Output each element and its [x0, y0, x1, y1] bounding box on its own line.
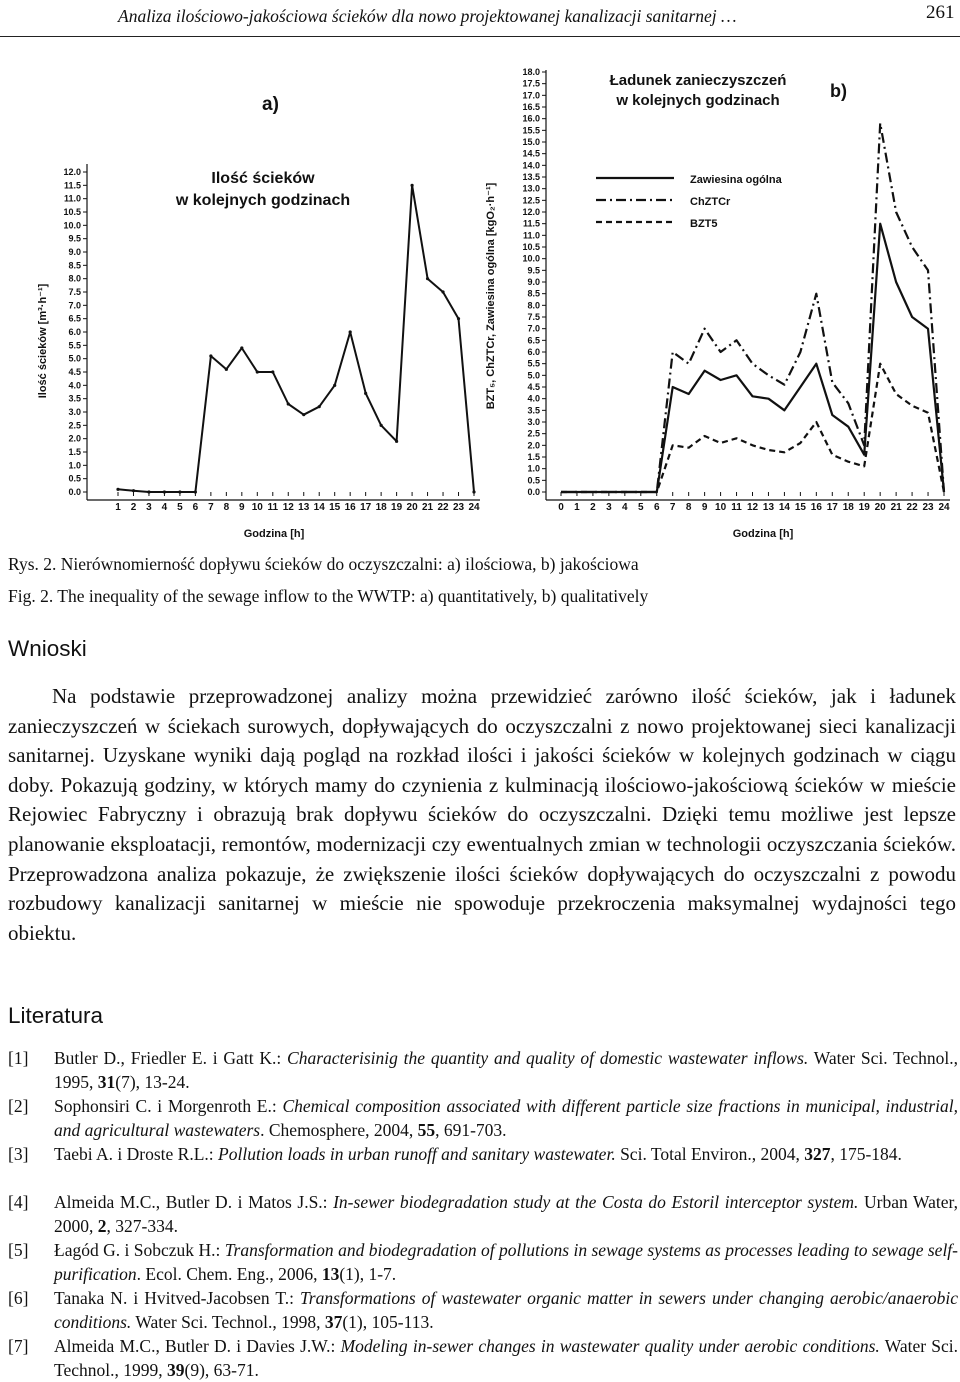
x-tick-label: 8: [223, 502, 230, 513]
y-tick-label: 10.0: [522, 253, 540, 264]
y-tick-label: 11.0: [63, 193, 81, 204]
x-tick-label: 10: [251, 502, 263, 513]
figure-caption-pl: Rys. 2. Nierównomierność dopływu ścieków do oczyszczalni: a) ilościowa, b) jakościowa: [8, 554, 639, 574]
y-tick-label: 9.5: [68, 233, 81, 244]
y-tick-label: 10.5: [63, 207, 81, 217]
y-tick-label: 7.5: [527, 312, 540, 322]
reference-item: [4] Almeida M.C., Butler D. i Matos J.S.: In-sewer biodegradation study at the Costa do Estoril interceptor system. Urban Water, 2000, 2, 327-334.: [8, 1192, 958, 1236]
y-tick-label: 3.0: [527, 417, 540, 427]
x-tick-label: 3: [606, 502, 612, 513]
data-point: [271, 370, 274, 373]
data-point: [472, 490, 475, 493]
x-tick-label: 21: [890, 502, 902, 513]
y-tick-label: 2.0: [527, 440, 540, 451]
running-header: [0, 0, 960, 37]
y-tick-label: 0.5: [68, 473, 81, 484]
y-tick-label: 12.5: [522, 195, 540, 206]
data-point: [178, 490, 181, 493]
x-tick-label: 6: [192, 502, 199, 513]
data-point: [147, 490, 150, 493]
y-tick-label: 4.5: [68, 367, 81, 377]
y-tick-label: 3.0: [68, 407, 81, 417]
x-tick-label: 18: [842, 502, 854, 513]
y-tick-label: 8.5: [527, 288, 540, 299]
reference-item: [5] Łagód G. i Sobczuk H.: Transformation and biodegradation of pollutions in sewage systems as processes leading to sewage self-purification. Ecol. Chem. Eng., 2006, 13(1), 1-7.: [8, 1240, 958, 1284]
y-tick-label: 9.5: [527, 265, 540, 276]
x-tick-label: 8: [685, 502, 692, 513]
x-tick-label: 24: [468, 502, 480, 513]
x-tick-label: 24: [938, 502, 950, 513]
y-tick-label: 6.0: [527, 347, 540, 357]
x-tick-label: 13: [762, 502, 775, 513]
x-tick-label: 17: [826, 502, 838, 513]
y-tick-label: 10.0: [63, 220, 81, 231]
x-tick-label: 3: [146, 502, 152, 513]
data-point: [240, 346, 243, 349]
data-point: [333, 384, 336, 387]
conclusions-paragraph: Na podstawie przeprowadzonej analizy można przewidzieć zarówno ilość ścieków, jak i ładunek zanieczyszczeń w ściekach surowych, dopływających do oczyszczalni z nowo projektowanej sieci kanalizacji sanitarnej. Uzyskane wyniki dają pogląd na rozkład ilości i jakości ścieków w kolejnych godzinach w ciągu doby. Pokazują godziny, w których mamy do czynienia z kulminacją ilościowo-jakościową ścieków w mieście Rejowiec Fabryczny i obrazują brak dopływu ścieków do oczyszczalni. Dzięki temu możliwe jest lepsze planowanie eksploatacji, remontów, modernizacji czy ewentualnych zmian w technologii oczyszczania ścieków. Przeprowadzona analiza pokazuje, że zwiększenie ilości ścieków dopływających do oczyszczalni z powodu rozbudowy kanalizacji sanitarnej w mieście nie spowoduje przekroczenia maksymalnej wydajności tego obiektu.: [8, 684, 956, 945]
literature-heading: Literatura: [8, 1003, 104, 1028]
x-tick-label: 23: [922, 502, 934, 513]
y-tick-label: 4.5: [527, 382, 540, 392]
y-tick-label: 9.0: [68, 247, 81, 257]
chart-b-svg: [478, 56, 956, 540]
y-tick-label: 17.5: [522, 78, 540, 89]
data-point: [209, 354, 212, 357]
series-line-zawiesina-og-lna: [561, 224, 944, 492]
y-tick-label: 18.0: [522, 67, 540, 77]
y-tick-label: 12.0: [63, 167, 81, 177]
y-tick-label: 8.0: [527, 300, 540, 311]
figure-panel-a: [28, 56, 488, 540]
y-tick-label: 13.0: [522, 183, 540, 194]
x-tick-label: 21: [422, 502, 434, 513]
figure-panel-b: [478, 56, 956, 540]
x-tick-label: 9: [239, 502, 245, 513]
figure-caption-en: Fig. 2. The inequality of the sewage inflow to the WWTP: a) quantitatively, b) qualitatively: [8, 586, 649, 606]
y-tick-label: 7.0: [527, 323, 540, 334]
y-tick-label: 2.5: [527, 428, 540, 439]
y-tick-label: 13.5: [522, 172, 540, 182]
chart-a-title-line2: w kolejnych godzinach: [175, 192, 351, 209]
data-point: [225, 368, 228, 371]
chart-a-svg: [28, 56, 488, 540]
y-tick-label: 11.0: [522, 230, 540, 241]
data-point: [116, 488, 119, 491]
chart-b-title-line1: Ładunek zanieczyszczeń: [609, 72, 787, 89]
legend-label-zawiesina: Zawiesina ogólna: [690, 174, 782, 186]
reference-item: [1] Butler D., Friedler E. i Gatt K.: Characterisinig the quantity and quality of domestic wastewater inflows. Water Sci. Technol., 1995, 31(7), 13-24.: [8, 1048, 958, 1092]
data-point: [194, 490, 197, 493]
y-tick-label: 4.0: [527, 393, 540, 404]
y-tick-label: 8.0: [68, 273, 81, 284]
legend-label-bzt5: BZT5: [690, 218, 718, 230]
data-point: [410, 184, 413, 187]
chart-a-ylabel: Ilość ścieków [m³·h⁻¹]: [37, 283, 49, 399]
panel-a-letter: a): [262, 94, 279, 115]
data-point: [364, 392, 367, 395]
x-tick-label: 13: [298, 502, 310, 513]
y-tick-label: 2.0: [68, 433, 81, 444]
legend-label-chzt: ChZTCr: [690, 196, 731, 208]
x-tick-label: 6: [653, 502, 660, 513]
x-tick-label: 20: [406, 502, 418, 513]
x-tick-label: 19: [391, 502, 403, 513]
x-tick-label: 18: [375, 502, 387, 513]
x-tick-label: 11: [267, 502, 279, 513]
x-tick-label: 1: [115, 502, 121, 513]
series-line-0: [118, 185, 474, 492]
y-tick-label: 0.5: [527, 475, 540, 486]
y-tick-label: 1.0: [527, 463, 540, 474]
y-tick-label: 3.5: [527, 405, 540, 416]
x-tick-label: 19: [858, 502, 870, 513]
data-point: [349, 330, 352, 333]
reference-list: [8, 1046, 958, 1382]
chart-a-xlabel: Godzina [h]: [243, 528, 305, 540]
x-tick-label: 16: [344, 502, 356, 513]
chart-a-title-line1: Ilość ścieków: [211, 170, 315, 187]
x-tick-label: 12: [746, 502, 759, 513]
x-tick-label: 22: [437, 502, 449, 513]
x-tick-label: 5: [638, 502, 644, 513]
x-tick-label: 2: [590, 502, 596, 513]
x-tick-label: 12: [282, 502, 294, 513]
data-point: [318, 405, 321, 408]
x-tick-label: 14: [778, 502, 790, 513]
data-point: [132, 489, 135, 492]
y-tick-label: 15.5: [522, 125, 540, 136]
y-tick-label: 0.0: [527, 487, 540, 497]
reference-item: [7] Almeida M.C., Butler D. i Davies J.W.: Modeling in-sewer changes in wastewater quality under aerobic conditions. Water Sci. Technol., 1999, 39(9), 63-71.: [8, 1336, 958, 1380]
x-tick-label: 1: [574, 502, 580, 513]
y-tick-label: 1.0: [68, 460, 81, 471]
y-tick-label: 12.0: [522, 207, 540, 217]
x-tick-label: 15: [329, 502, 341, 513]
y-tick-label: 8.5: [68, 260, 81, 271]
y-tick-label: 17.0: [522, 90, 540, 101]
x-tick-label: 22: [906, 502, 918, 513]
y-tick-label: 5.0: [527, 370, 540, 381]
y-tick-label: 7.0: [68, 300, 81, 311]
x-tick-label: 4: [161, 502, 168, 513]
x-tick-label: 17: [360, 502, 372, 513]
y-tick-label: 10.5: [522, 242, 540, 252]
y-tick-label: 5.5: [527, 358, 540, 369]
x-tick-label: 15: [794, 502, 806, 513]
data-point: [395, 440, 398, 443]
y-tick-label: 11.5: [522, 218, 540, 229]
reference-item: [6] Tanaka N. i Hvitved-Jacobsen T.: Transformations of wastewater organic matter in sewers under changing aerobic/anaerobic conditions. Water Sci. Technol., 1998, 37(1), 105-113.: [8, 1288, 959, 1332]
y-tick-label: 2.5: [68, 420, 81, 431]
chart-b-title-line2: w kolejnych godzinach: [616, 92, 780, 109]
x-tick-label: 10: [715, 502, 727, 513]
page-number: 261: [926, 2, 955, 23]
data-point: [287, 402, 290, 405]
x-tick-label: 7: [208, 502, 214, 513]
y-tick-label: 6.5: [68, 313, 81, 324]
chart-b-legend: [596, 174, 783, 230]
panel-b-letter: b): [830, 81, 847, 101]
x-tick-label: 23: [452, 502, 465, 513]
y-tick-label: 7.5: [68, 287, 81, 297]
data-point: [457, 317, 460, 320]
y-tick-label: 1.5: [527, 452, 540, 462]
y-tick-label: 9.0: [527, 277, 540, 287]
x-tick-label: 4: [622, 502, 628, 513]
series-line-bzt5: [561, 364, 944, 492]
y-tick-label: 14.0: [522, 160, 540, 171]
data-point: [256, 370, 259, 373]
reference-item: [2] Sophonsiri C. i Morgenroth E.: Chemical composition associated with different particle size fractions in municipal, industrial, and agricultural wastewaters. Chemosphere, 2004, 55, 691-703.: [8, 1096, 958, 1140]
y-tick-label: 16.5: [522, 102, 540, 112]
x-tick-label: 11: [731, 502, 742, 513]
reference-item: [3] Taebi A. i Droste R.L.: Pollution loads in urban runoff and sanitary wastewater. Sci. Total Environ., 2004, 327, 175-184.: [8, 1144, 902, 1164]
x-tick-label: 20: [874, 502, 886, 513]
data-point: [426, 277, 429, 280]
x-tick-label: 2: [130, 502, 137, 513]
x-tick-label: 9: [701, 502, 708, 513]
x-tick-label: 14: [313, 502, 325, 513]
x-tick-label: 0: [558, 502, 564, 513]
chart-b-xlabel: Godzina [h]: [732, 528, 794, 540]
data-point: [163, 490, 166, 493]
y-tick-label: 11.5: [63, 180, 81, 191]
y-tick-label: 16.0: [522, 113, 540, 124]
data-point: [302, 413, 305, 416]
y-tick-label: 6.5: [527, 335, 540, 346]
y-tick-label: 5.0: [68, 353, 81, 364]
data-point: [380, 424, 383, 427]
y-tick-label: 3.5: [68, 393, 81, 404]
y-tick-label: 14.5: [522, 148, 540, 159]
x-tick-label: 5: [177, 502, 183, 513]
x-tick-label: 7: [669, 502, 676, 513]
y-tick-label: 0.0: [68, 487, 81, 497]
y-tick-label: 5.5: [68, 340, 81, 351]
running-title: Analiza ilościowo-jakościowa ścieków dla nowo projektowanej kanalizacji sanitarnej …: [118, 6, 737, 26]
y-tick-label: 1.5: [68, 447, 81, 457]
y-tick-label: 6.0: [68, 327, 81, 337]
chart-b-ylabel: BZT₅, ChZTCr, Zawiesina ogólna [kgO₂·h⁻¹]: [485, 182, 497, 410]
y-tick-label: 15.0: [522, 137, 540, 147]
y-tick-label: 4.0: [68, 380, 81, 391]
x-tick-label: 16: [810, 502, 822, 513]
data-point: [441, 290, 444, 293]
conclusions-heading: Wnioski: [8, 636, 87, 661]
